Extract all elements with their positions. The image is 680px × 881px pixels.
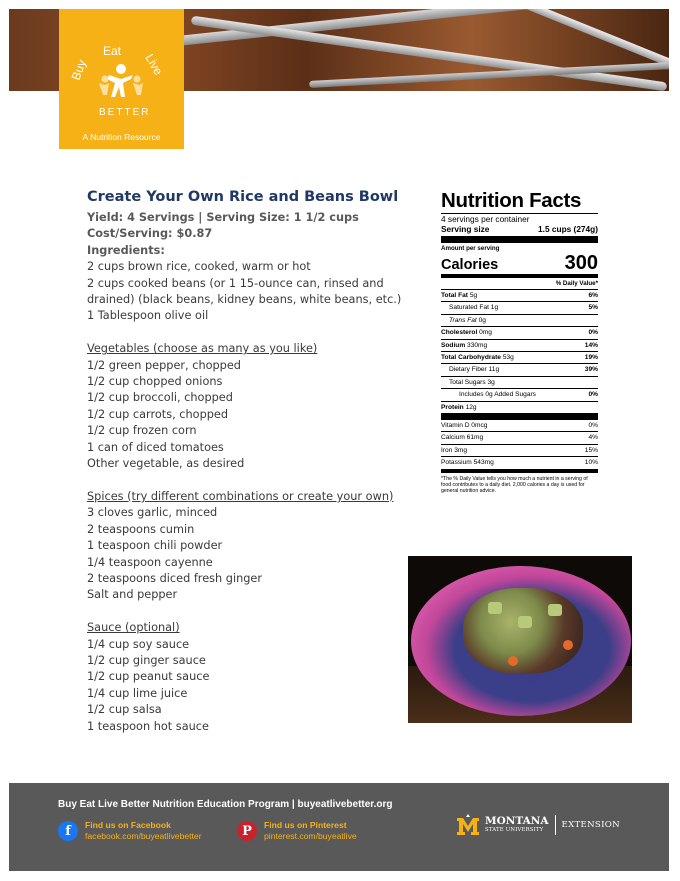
msu-subtitle: STATE UNIVERSITY	[485, 827, 544, 833]
vitamin-row	[441, 457, 598, 472]
nutrient-row	[441, 364, 598, 376]
facebook-link[interactable]	[58, 820, 202, 842]
nutrient-row	[441, 389, 598, 401]
montana-state-m-icon	[456, 814, 480, 836]
nutrient-amount: 53g	[502, 354, 514, 362]
list-item: 2 teaspoons diced fresh ginger	[87, 571, 263, 585]
nutrient-amount: 0g	[478, 316, 486, 324]
nutrient-daily-value: 6%	[588, 292, 598, 299]
msu-name: MONTANA	[485, 815, 549, 827]
list-item: 1/4 teaspoon cayenne	[87, 555, 213, 569]
recipe-yield: Yield: 4 Servings | Serving Size: 1 1/2 cups	[87, 211, 359, 224]
list-item: 1/2 cup frozen corn	[87, 424, 197, 438]
nutrient-name: Total Sugars	[449, 378, 486, 386]
nutrient-row	[441, 352, 598, 364]
facebook-icon[interactable]: f	[58, 821, 78, 841]
nutrient-amount: 0mg	[479, 329, 492, 337]
nutrition-footnote: *The % Daily Value tells you how much a nutrient in a serving of food contributes to a daily diet. 2,000 calories a day is used for general nutrition advice.	[441, 475, 588, 495]
list-item: 3 cloves garlic, minced	[87, 506, 218, 520]
nutrient-label	[441, 404, 477, 412]
vitamin-label: Potassium 543mg	[441, 459, 494, 467]
nutrient-label	[449, 379, 495, 387]
nutrient-row	[441, 402, 598, 420]
photo-avocado	[548, 604, 562, 616]
list-item: 1/2 cup broccoli, chopped	[87, 391, 233, 405]
nutrient-row	[441, 290, 598, 302]
photo-food	[463, 588, 583, 674]
photo-avocado	[518, 616, 532, 628]
sauce-heading: Sauce (optional)	[87, 621, 180, 635]
vitamin-row	[441, 432, 598, 444]
nutrient-daily-value: 0%	[588, 391, 598, 399]
nutrient-label	[441, 354, 514, 362]
logo-tagline: A Nutrition Resource	[82, 132, 161, 142]
calories-label: Calories	[441, 257, 499, 273]
spices-heading: Spices (try different combinations or create your own)	[87, 489, 394, 503]
list-item: 1 teaspoon hot sauce	[87, 719, 209, 733]
footer-bar	[9, 783, 669, 871]
vitamin-daily-value: 4%	[588, 434, 598, 442]
list-item: 1/2 green pepper, chopped	[87, 358, 241, 372]
pinterest-url[interactable]: pinterest.com/buyeatlive	[264, 831, 357, 841]
list-item: 2 cups brown rice, cooked, warm or hot	[87, 260, 311, 274]
photo-carrot	[563, 640, 573, 650]
nutrient-row	[441, 327, 598, 339]
list-item: 1/2 cup ginger sauce	[87, 653, 206, 667]
program-line[interactable]: Buy Eat Live Better Nutrition Education Program | buyeatlivebetter.org	[58, 799, 393, 810]
vegetables-heading: Vegetables (choose as many as you like)	[87, 342, 318, 356]
nutrient-daily-value: 19%	[584, 354, 598, 362]
logo-word-eat: Eat	[103, 44, 122, 58]
nutrition-facts-title: Nutrition Facts	[441, 190, 598, 214]
list-item: 1 Tablespoon olive oil	[87, 309, 209, 323]
nutrient-label	[459, 391, 536, 399]
nutrient-row	[441, 315, 598, 327]
list-item: 1/4 cup soy sauce	[87, 637, 190, 651]
daily-value-header	[441, 278, 598, 290]
list-item: Other vegetable, as desired	[87, 457, 245, 471]
pinterest-icon[interactable]: P	[237, 821, 257, 841]
nutrient-daily-value: 5%	[588, 304, 598, 312]
nutrient-amount: 11g	[488, 366, 500, 374]
recipe-cost: Cost/Serving: $0.87	[87, 227, 213, 241]
nutrient-label	[441, 292, 477, 300]
vitamin-row	[441, 420, 598, 432]
nutrient-name: Cholesterol	[441, 329, 478, 337]
nutrient-name: Total Fat	[441, 292, 468, 299]
nutrient-name: Dietary Fiber	[449, 366, 487, 374]
servings-per-container: 4 servings per container	[441, 214, 530, 224]
nutrient-amount: 5g	[469, 292, 478, 299]
list-item: 1/2 cup salsa	[87, 703, 162, 717]
nutrient-daily-value: 14%	[584, 341, 598, 349]
vitamin-daily-value: 15%	[584, 446, 598, 454]
nutrient-label	[449, 304, 498, 312]
nutrient-name: Saturated Fat	[449, 304, 489, 312]
calories-row	[441, 253, 598, 278]
buy-eat-live-better-logo	[59, 9, 184, 149]
ingredients-heading: Ingredients:	[87, 243, 165, 257]
list-item: 1 teaspoon chili powder	[87, 539, 223, 553]
nutrient-label	[449, 317, 486, 325]
recipe-column	[87, 186, 407, 735]
list-item: 1/2 cup carrots, chopped	[87, 407, 229, 421]
serving-size-value: 1.5 cups (274g)	[538, 224, 598, 234]
nutrient-daily-value: 0%	[588, 329, 598, 337]
nutrient-row	[441, 302, 598, 314]
nutrient-name: Trans Fat	[449, 316, 477, 324]
nutrient-label	[441, 342, 487, 350]
logo-word-live: Live	[142, 51, 166, 78]
vitamin-label: Calcium 61mg	[441, 434, 484, 442]
serving-size-row	[441, 224, 598, 243]
nutrient-row	[441, 377, 598, 389]
list-item: 1 can of diced tomatoes	[87, 440, 224, 454]
nutrient-row	[441, 340, 598, 352]
photo-avocado	[488, 602, 502, 614]
list-item: Salt and pepper	[87, 588, 178, 602]
daily-value-header-label: % Daily Value*	[555, 280, 598, 287]
list-item: 2 cups cooked beans (or 1 15-ounce can, rinsed and drained) (black beans, kidney beans, white beans, etc.)	[87, 276, 402, 307]
vitamin-row	[441, 445, 598, 457]
msu-divider	[555, 815, 556, 835]
nutrient-amount: 1g	[490, 304, 499, 312]
rice-bean-bowl-photo	[408, 556, 632, 723]
nutrition-facts-panel	[441, 190, 598, 495]
vitamin-label: Vitamin D 0mcg	[441, 422, 488, 430]
list-item: 1/2 cup peanut sauce	[87, 670, 210, 684]
nutrient-name: Includes 0g Added Sugars	[459, 391, 536, 399]
logo-word-buy: Buy	[68, 57, 89, 83]
vitamin-rows	[441, 420, 598, 473]
serving-size-label: Serving size	[441, 224, 490, 234]
recipe-title: Create Your Own Rice and Beans Bowl	[87, 189, 399, 205]
nutrient-label	[449, 366, 499, 374]
photo-carrot	[508, 656, 518, 666]
nutrient-amount: 12g	[465, 403, 477, 411]
vitamin-daily-value: 0%	[588, 422, 598, 430]
vitamin-daily-value: 10%	[584, 459, 598, 467]
facebook-url[interactable]: facebook.com/buyeatlivebetter	[85, 831, 202, 841]
list-item: 2 teaspoons cumin	[87, 522, 195, 536]
vitamin-label: Iron 3mg	[441, 446, 468, 454]
nutrient-label	[441, 329, 492, 337]
list-item: 1/2 cup chopped onions	[87, 375, 223, 389]
amount-per-serving: Amount per serving	[441, 245, 500, 252]
nutrient-rows	[441, 290, 598, 420]
nutrient-daily-value: 39%	[584, 366, 598, 374]
nutrient-amount: 330mg	[467, 341, 488, 349]
nutrient-name: Sodium	[441, 341, 466, 349]
calories-value: 300	[564, 252, 598, 274]
nutrient-name: Total Carbohydrate	[441, 354, 501, 362]
facebook-title[interactable]: Find us on Facebook	[85, 820, 171, 830]
montana-state-extension-logo	[456, 814, 620, 836]
logo-emblem-icon	[59, 39, 184, 119]
list-item: 1/4 cup lime juice	[87, 686, 188, 700]
pinterest-title[interactable]: Find us on Pinterest	[264, 820, 347, 830]
logo-word-better: BETTER	[99, 107, 151, 118]
pinterest-link[interactable]	[237, 820, 357, 842]
nutrient-name: Protein	[441, 403, 464, 411]
msu-extension: EXTENSION	[561, 820, 620, 830]
nutrient-amount: 3g	[487, 378, 495, 386]
